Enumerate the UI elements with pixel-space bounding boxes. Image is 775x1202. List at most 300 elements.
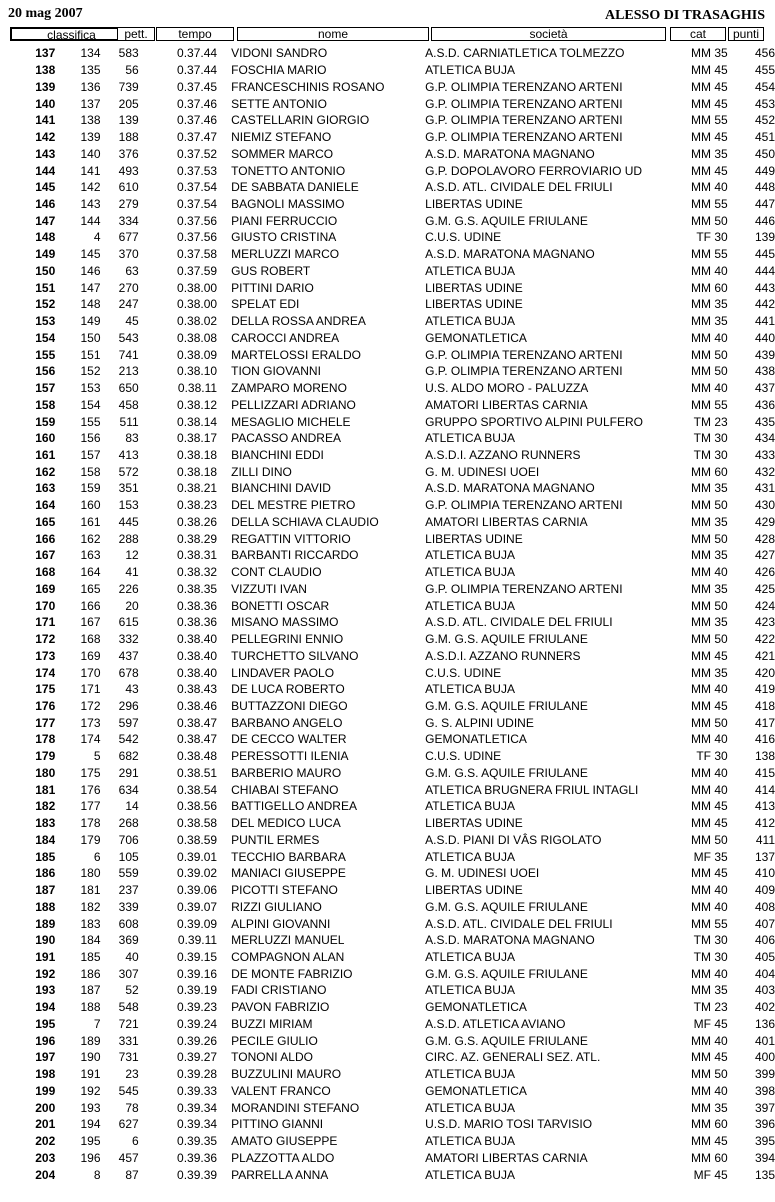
cell-classifica: 196 <box>35 1033 56 1048</box>
cell-classifica: 151 <box>35 280 56 295</box>
cell-category-position: 169 <box>80 648 101 663</box>
cell-club: G.M. G.S. AQUILE FRIULANE <box>425 765 588 780</box>
cell-points: 404 <box>754 966 775 981</box>
cell-spacer <box>217 196 231 213</box>
table-row <box>0 162 775 179</box>
cell-spacer <box>217 915 231 932</box>
cell-classifica: 200 <box>35 1100 56 1115</box>
cell-time: 0.37.46 <box>177 113 218 128</box>
cell-category: TM 30 <box>693 933 728 948</box>
cell-time: 0.38.08 <box>177 330 218 345</box>
cell-time: 0.38.23 <box>177 498 218 513</box>
cell-time: 0.37.54 <box>177 180 218 195</box>
cell-category-position: 195 <box>80 1134 101 1149</box>
cell-category-position: 144 <box>80 213 101 228</box>
cell-classifica: 188 <box>35 899 56 914</box>
cell-classifica: 172 <box>35 632 56 647</box>
cell-time: 0.38.18 <box>177 464 218 479</box>
cell-name: REGATTIN VITTORIO <box>231 531 351 546</box>
cell-spacer <box>217 631 231 648</box>
cell-bib-number: 226 <box>118 581 139 596</box>
table-row <box>0 1016 775 1033</box>
cell-bib-number: 583 <box>118 46 139 61</box>
cell-time: 0.38.56 <box>177 799 218 814</box>
cell-classifica: 168 <box>35 565 56 580</box>
cell-spacer <box>217 346 231 363</box>
cell-time: 0.38.40 <box>177 665 218 680</box>
cell-bib-number: 445 <box>118 514 139 529</box>
cell-category-position: 168 <box>80 632 101 647</box>
cell-category: MM 55 <box>691 916 728 931</box>
table-row <box>0 898 775 915</box>
cell-spacer <box>217 748 231 765</box>
cell-points: 430 <box>754 498 775 513</box>
cell-points: 420 <box>754 665 775 680</box>
cell-name: FRANCESCHINIS ROSANO <box>231 79 385 94</box>
cell-name: GUS ROBERT <box>231 263 311 278</box>
cell-name: DEL MEDICO LUCA <box>231 816 341 831</box>
cell-category: MM 40 <box>691 180 728 195</box>
cell-club: A.S.D.I. AZZANO RUNNERS <box>425 648 581 663</box>
cell-time: 0.37.44 <box>177 63 218 78</box>
table-row <box>0 815 775 832</box>
cell-time: 0.38.10 <box>177 364 218 379</box>
cell-classifica: 163 <box>35 481 56 496</box>
cell-club: AMATORI LIBERTAS CARNIA <box>425 397 588 412</box>
cell-spacer <box>217 731 231 748</box>
cell-category-position: 163 <box>80 548 101 563</box>
cell-classifica: 149 <box>35 247 56 262</box>
cell-category: MM 40 <box>691 1083 728 1098</box>
cell-classifica: 193 <box>35 983 56 998</box>
cell-bib-number: 741 <box>118 347 139 362</box>
cell-spacer <box>217 313 231 330</box>
cell-category: MM 40 <box>691 899 728 914</box>
cell-name: BARBANO ANGELO <box>231 715 343 730</box>
cell-points: 405 <box>754 950 775 965</box>
cell-club: C.U.S. UDINE <box>425 230 502 245</box>
cell-category: MM 50 <box>691 531 728 546</box>
cell-spacer <box>217 681 231 698</box>
cell-points: 423 <box>754 615 775 630</box>
cell-category-position: 151 <box>80 347 101 362</box>
cell-time: 0.39.19 <box>177 983 218 998</box>
cell-club: A.S.D. ATLETICA AVIANO <box>425 1016 566 1031</box>
cell-classifica: 152 <box>35 297 56 312</box>
cell-category-position: 193 <box>80 1100 101 1115</box>
cell-points: 452 <box>754 113 775 128</box>
cell-name: SETTE ANTONIO <box>231 96 327 111</box>
cell-classifica: 171 <box>35 615 56 630</box>
cell-points: 407 <box>754 916 775 931</box>
cell-points: 436 <box>754 397 775 412</box>
cell-spacer <box>217 932 231 949</box>
cell-club: A.S.D. MARATONA MAGNANO <box>425 481 595 496</box>
cell-time: 0.39.39 <box>177 1167 218 1182</box>
cell-name: MARTELOSSI ERALDO <box>231 347 361 362</box>
cell-club: ATLETICA BUJA <box>425 63 515 78</box>
cell-category: MM 55 <box>691 113 728 128</box>
cell-classifica: 181 <box>35 782 56 797</box>
cell-category: MM 45 <box>691 163 728 178</box>
cell-classifica: 191 <box>35 950 56 965</box>
cell-category: MM 60 <box>691 1117 728 1132</box>
cell-category-position: 139 <box>80 130 101 145</box>
cell-bib-number: 339 <box>118 899 139 914</box>
cell-bib-number: 188 <box>118 130 139 145</box>
cell-bib-number: 706 <box>118 832 139 847</box>
cell-bib-number: 376 <box>118 146 139 161</box>
cell-points: 439 <box>754 347 775 362</box>
cell-category: TF 30 <box>696 749 728 764</box>
cell-classifica: 141 <box>35 113 56 128</box>
cell-time: 0.38.32 <box>177 565 218 580</box>
cell-spacer <box>217 1032 231 1049</box>
cell-club: A.S.D. ATL. CIVIDALE DEL FRIULI <box>425 615 613 630</box>
cell-bib-number: 52 <box>125 983 139 998</box>
cell-name: PAVON FABRIZIO <box>231 1000 330 1015</box>
cell-spacer <box>217 447 231 464</box>
cell-category-position: 157 <box>80 447 101 462</box>
cell-classifica: 160 <box>35 431 56 446</box>
cell-bib-number: 307 <box>118 966 139 981</box>
cell-spacer <box>217 279 231 296</box>
cell-club: C.U.S. UDINE <box>425 749 502 764</box>
cell-points: 138 <box>754 749 775 764</box>
cell-category-position: 165 <box>80 581 101 596</box>
cell-name: NIEMIZ STEFANO <box>231 130 332 145</box>
cell-name: DE LUCA ROBERTO <box>231 682 345 697</box>
table-row <box>0 664 775 681</box>
cell-points: 428 <box>754 531 775 546</box>
cell-bib-number: 213 <box>118 364 139 379</box>
table-row <box>0 698 775 715</box>
cell-category: MF 35 <box>693 849 728 864</box>
cell-category-position: 184 <box>80 933 101 948</box>
cell-points: 437 <box>754 381 775 396</box>
cell-points: 422 <box>754 632 775 647</box>
cell-time: 0.37.46 <box>177 96 218 111</box>
cell-club: ATLETICA BUJA <box>425 548 515 563</box>
cell-spacer <box>217 898 231 915</box>
column-header-classifica: classifica <box>10 27 133 41</box>
cell-spacer <box>217 480 231 497</box>
table-row <box>0 714 775 731</box>
table-row <box>0 681 775 698</box>
cell-category: MM 45 <box>691 699 728 713</box>
cell-spacer <box>217 965 231 982</box>
cell-time: 0.38.11 <box>177 381 218 396</box>
table-row <box>0 1032 775 1049</box>
cell-time: 0.39.36 <box>177 1150 218 1165</box>
cell-club: LIBERTAS UDINE <box>425 816 523 831</box>
cell-category-position: 166 <box>80 598 101 613</box>
cell-name: BIANCHINI DAVID <box>231 481 331 496</box>
cell-club: AMATORI LIBERTAS CARNIA <box>425 1150 588 1165</box>
cell-name: MORANDINI STEFANO <box>231 1100 360 1115</box>
cell-points: 448 <box>754 180 775 195</box>
cell-category: MM 35 <box>691 146 728 161</box>
cell-club: ATLETICA BUJA <box>425 1134 515 1149</box>
cell-spacer <box>217 179 231 196</box>
cell-name: BUTTAZZONI DIEGO <box>231 699 348 713</box>
cell-category: MM 40 <box>691 330 728 345</box>
cell-club: ATLETICA BUJA <box>425 1167 515 1182</box>
cell-bib-number: 270 <box>118 280 139 295</box>
cell-spacer <box>217 982 231 999</box>
cell-category-position: 136 <box>80 79 101 94</box>
cell-points: 406 <box>754 933 775 948</box>
race-location: ALESSO DI TRASAGHIS <box>604 8 765 23</box>
cell-club: GEMONATLETICA <box>425 1083 527 1098</box>
cell-spacer <box>217 229 231 246</box>
cell-category-position: 187 <box>80 983 101 998</box>
cell-time: 0.37.45 <box>177 79 218 94</box>
cell-time: 0.39.11 <box>177 933 218 948</box>
cell-classifica: 179 <box>35 749 56 764</box>
cell-category: MM 40 <box>691 765 728 780</box>
cell-spacer <box>217 597 231 614</box>
cell-club: A.S.D. CARNIATLETICA TOLMEZZO <box>425 46 625 61</box>
cell-category: MM 35 <box>691 46 728 61</box>
cell-category-position: 137 <box>80 96 101 111</box>
cell-spacer <box>217 949 231 966</box>
cell-points: 447 <box>754 196 775 211</box>
table-row <box>0 212 775 229</box>
cell-classifica: 157 <box>35 381 56 396</box>
cell-category-position: 173 <box>80 715 101 730</box>
cell-bib-number: 237 <box>118 883 139 898</box>
cell-classifica: 189 <box>35 916 56 931</box>
cell-time: 0.38.12 <box>177 397 218 412</box>
table-row <box>0 279 775 296</box>
cell-bib-number: 268 <box>118 816 139 831</box>
table-row <box>0 614 775 631</box>
cell-spacer <box>217 396 231 413</box>
table-row <box>0 380 775 397</box>
cell-points: 415 <box>754 765 775 780</box>
cell-category: MM 40 <box>691 883 728 898</box>
cell-category-position: 140 <box>80 146 101 161</box>
table-row <box>0 1049 775 1066</box>
column-header-cat: cat <box>670 27 726 41</box>
cell-classifica: 175 <box>35 682 56 697</box>
cell-club: G.P. OLIMPIA TERENZANO ARTENI <box>425 130 623 145</box>
cell-bib-number: 43 <box>125 682 139 697</box>
cell-classifica: 202 <box>35 1134 56 1149</box>
cell-category: MM 35 <box>691 514 728 529</box>
table-row <box>0 564 775 581</box>
cell-classifica: 148 <box>35 230 56 245</box>
table-row <box>0 1166 775 1183</box>
cell-points: 417 <box>754 715 775 730</box>
cell-points: 413 <box>754 799 775 814</box>
cell-category-position: 161 <box>80 514 101 529</box>
cell-time: 0.38.14 <box>177 414 218 429</box>
cell-bib-number: 543 <box>118 330 139 345</box>
cell-bib-number: 542 <box>118 732 139 747</box>
cell-spacer <box>217 363 231 380</box>
cell-name: LINDAVER PAOLO <box>231 665 335 680</box>
cell-category-position: 164 <box>80 565 101 580</box>
cell-spacer <box>217 413 231 430</box>
cell-bib-number: 332 <box>118 632 139 647</box>
cell-category: MM 40 <box>691 782 728 797</box>
cell-name: CONT CLAUDIO <box>231 565 322 580</box>
cell-points: 426 <box>754 565 775 580</box>
cell-points: 445 <box>754 247 775 262</box>
cell-club: G.P. OLIMPIA TERENZANO ARTENI <box>425 347 623 362</box>
cell-name: TURCHETTO SILVANO <box>231 648 359 663</box>
cell-time: 0.39.24 <box>177 1016 218 1031</box>
cell-classifica: 143 <box>35 146 56 161</box>
cell-category: MM 50 <box>691 598 728 613</box>
cell-category-position: 155 <box>80 414 101 429</box>
cell-points: 419 <box>754 682 775 697</box>
cell-name: BUZZI MIRIAM <box>231 1016 313 1031</box>
table-row <box>0 463 775 480</box>
cell-classifica: 185 <box>35 849 56 864</box>
cell-time: 0.37.56 <box>177 230 218 245</box>
cell-category: MM 45 <box>691 63 728 78</box>
cell-classifica: 167 <box>35 548 56 563</box>
cell-bib-number: 78 <box>125 1100 139 1115</box>
table-row <box>0 781 775 798</box>
cell-category-position: 149 <box>80 314 101 329</box>
table-row <box>0 915 775 932</box>
cell-bib-number: 105 <box>118 849 139 864</box>
cell-bib-number: 731 <box>118 1050 139 1065</box>
cell-bib-number: 610 <box>118 180 139 195</box>
cell-name: BATTIGELLO ANDREA <box>231 799 357 814</box>
cell-category: MM 40 <box>691 1033 728 1048</box>
cell-name: BIANCHINI EDDI <box>231 447 324 462</box>
cell-category-position: 196 <box>80 1150 101 1165</box>
cell-category-position: 185 <box>80 950 101 965</box>
page-header <box>0 0 775 26</box>
cell-spacer <box>217 832 231 849</box>
cell-name: PLAZZOTTA ALDO <box>231 1150 335 1165</box>
cell-points: 440 <box>754 330 775 345</box>
cell-category: MM 45 <box>691 816 728 831</box>
cell-category: TM 30 <box>693 950 728 965</box>
cell-classifica: 194 <box>35 1000 56 1015</box>
cell-category: MM 60 <box>691 280 728 295</box>
cell-name: CASTELLARIN GIORGIO <box>231 113 370 128</box>
table-row <box>0 748 775 765</box>
cell-spacer <box>217 547 231 564</box>
cell-category-position: 172 <box>80 699 101 713</box>
cell-time: 0.39.28 <box>177 1067 218 1082</box>
cell-name: PITTINO GIANNI <box>231 1117 324 1132</box>
table-row <box>0 1083 775 1100</box>
cell-classifica: 195 <box>35 1016 56 1031</box>
cell-points: 395 <box>754 1134 775 1149</box>
column-header-tempo: tempo <box>156 27 234 41</box>
table-row <box>0 179 775 196</box>
cell-spacer <box>217 296 231 313</box>
cell-classifica: 154 <box>35 330 56 345</box>
cell-time: 0.39.07 <box>177 899 218 914</box>
cell-time: 0.37.59 <box>177 263 218 278</box>
cell-bib-number: 12 <box>125 548 139 563</box>
cell-club: G. S. ALPINI UDINE <box>425 715 534 730</box>
cell-spacer <box>217 698 231 715</box>
table-row <box>0 346 775 363</box>
cell-time: 0.38.51 <box>177 765 218 780</box>
cell-classifica: 169 <box>35 581 56 596</box>
cell-category-position: 170 <box>80 665 101 680</box>
cell-club: G. M. UDINESI UOEI <box>425 464 540 479</box>
table-row <box>0 832 775 849</box>
cell-name: BUZZULINI MAURO <box>231 1067 342 1082</box>
cell-club: ATLETICA BUJA <box>425 682 515 697</box>
cell-time: 0.39.15 <box>177 950 218 965</box>
cell-name: MERLUZZI MARCO <box>231 247 340 262</box>
cell-category: MM 40 <box>691 966 728 981</box>
cell-classifica: 203 <box>35 1150 56 1165</box>
cell-spacer <box>217 865 231 882</box>
cell-category: MM 45 <box>691 799 728 814</box>
cell-category-position: 180 <box>80 866 101 881</box>
cell-classifica: 137 <box>35 46 56 61</box>
cell-category: MM 60 <box>691 1150 728 1165</box>
cell-club: G.P. OLIMPIA TERENZANO ARTENI <box>425 581 623 596</box>
cell-category-position: 190 <box>80 1050 101 1065</box>
cell-category-position: 177 <box>80 799 101 814</box>
cell-spacer <box>217 95 231 112</box>
cell-classifica: 180 <box>35 765 56 780</box>
table-row <box>0 413 775 430</box>
cell-points: 409 <box>754 883 775 898</box>
cell-spacer <box>217 162 231 179</box>
cell-category: MM 35 <box>691 615 728 630</box>
cell-classifica: 162 <box>35 464 56 479</box>
cell-points: 431 <box>754 481 775 496</box>
cell-name: ZILLI DINO <box>231 464 292 479</box>
cell-classifica: 184 <box>35 832 56 847</box>
cell-bib-number: 45 <box>125 314 139 329</box>
cell-points: 136 <box>754 1016 775 1031</box>
cell-points: 396 <box>754 1117 775 1132</box>
cell-spacer <box>217 263 231 280</box>
cell-spacer <box>217 614 231 631</box>
table-row <box>0 229 775 246</box>
cell-name: DELLA SCHIAVA CLAUDIO <box>231 514 379 529</box>
cell-time: 0.38.21 <box>177 481 218 496</box>
cell-name: AMATO GIUSEPPE <box>231 1134 338 1149</box>
cell-club: GEMONATLETICA <box>425 732 527 747</box>
cell-spacer <box>217 1133 231 1150</box>
cell-classifica: 174 <box>35 665 56 680</box>
cell-club: U.S. ALDO MORO - PALUZZA <box>425 381 589 396</box>
cell-time: 0.38.40 <box>177 632 218 647</box>
table-row <box>0 430 775 447</box>
cell-club: G.M. G.S. AQUILE FRIULANE <box>425 213 588 228</box>
table-row <box>0 865 775 882</box>
cell-category-position: 189 <box>80 1033 101 1048</box>
cell-bib-number: 23 <box>125 1067 139 1082</box>
cell-category: MM 45 <box>691 1134 728 1149</box>
table-row <box>0 547 775 564</box>
cell-classifica: 140 <box>35 96 56 111</box>
cell-category: MF 45 <box>693 1167 728 1182</box>
cell-name: DELLA ROSSA ANDREA <box>231 314 366 329</box>
cell-name: VIDONI SANDRO <box>231 46 328 61</box>
cell-club: U.S.D. MARIO TOSI TARVISIO <box>425 1117 593 1132</box>
cell-time: 0.37.54 <box>177 196 218 211</box>
table-row <box>0 296 775 313</box>
